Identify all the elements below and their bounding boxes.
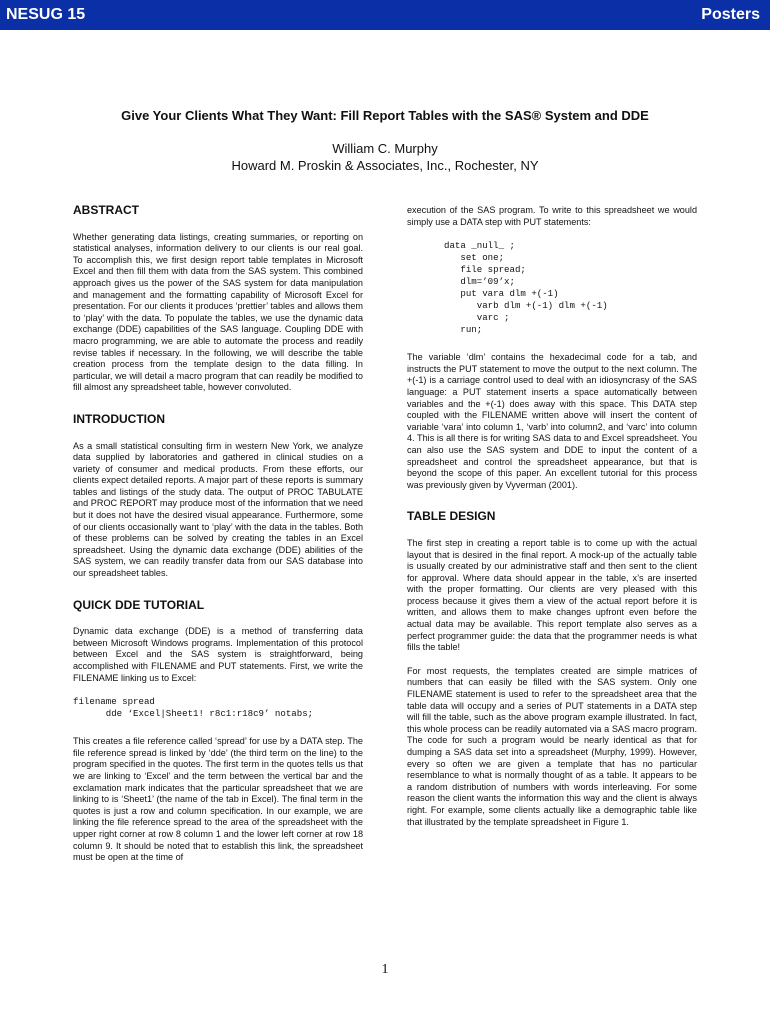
paper-title: Give Your Clients What They Want: Fill Report Tables with the SAS® System and DDE	[121, 108, 649, 123]
filename-code-block: filename spread dde ‘Excel|Sheet1! r8c1:r18c9’ notabs;	[73, 696, 314, 720]
abstract-paragraph: Whether generating data listings, creating summaries, or reporting on statistical analyses, information delivery to our clients is our real goal. To accomplish this, we first design report table templates in Microsoft Excel and then fill them with data from the SAS system. This combined approach gives us the power of the SAS system for data manipulation and management and the formatting capability of Microsoft Excel for presentation. For our clients it produces ‘prettier’ tables and allows them to ‘play’ with the data. To populate the tables, we use the dynamic data exchange (DDE) capabilities of the SAS language. Coupling DDE with macro programming, we are able to automate the process and readily revise tables if necessary. In the following, we will describe the table creation process from the template design to the data filling. In particular, we will detail a macro program that can readily be modified to fill almost any spreadsheet table, however convoluted.	[73, 231, 363, 393]
author-name: William C. Murphy	[332, 141, 438, 156]
conference-name: NESUG 15	[6, 6, 86, 23]
tutorial-paragraph-2: This creates a file reference called ‘spread’ for use by a DATA step. The file reference spread is linked by ‘dde’ (the third term on the line) to the program specified in the quotes. The first term in the quotes tells us that we are linking to ‘Excel’ and the term between the vertical bar and the exclamation mark indicates that the particular spreadsheet that we are linking to is ‘Sheet1’ (the name of the tab in Excel). The final term in the quotes is just a row and column specification. In our example, we are linking the file reference spread to the area of the spreadsheet with the upper right corner at row 8 column 1 and the lower left corner at row 18 column 9. It should be noted that to establish this link, the spreadsheet must be open at the time of	[73, 736, 363, 863]
section-name: Posters	[701, 6, 760, 23]
conference-banner	[0, 0, 770, 30]
data-step-code-block: data _null_ ; set one; file spread; dlm=’09’x; put vara dlm +(-1) varb dlm +(-1) dlm +(-1) varc ; run;	[444, 240, 608, 336]
tutorial-paragraph-1: Dynamic data exchange (DDE) is a method of transferring data between Microsoft Windows programs. Implementation of this protocol between Excel and the SAS system is straightforward, being accomplished with FILENAME and PUT statements. First, we write the FILENAME linking us to Excel:	[73, 626, 363, 683]
abstract-heading: ABSTRACT	[73, 203, 139, 217]
table-design-heading: TABLE DESIGN	[407, 509, 496, 524]
dlm-explanation-paragraph: The variable ‘dlm’ contains the hexadecimal code for a tab, and instructs the PUT statement to move the output to the next column. The +(-1) is a carriage control used to deal with an idiosyncrasy of the SAS language: a PUT statement inserts a space automatically between variables and the +(-1) does away with this space. This DATA step coupled with the FILENAME written above will insert the content of variable ‘vara’ into column 1, ‘varb’ into column2, and ‘varc’ into column 4. This is all there is for writing SAS data to and Excel spreadsheet. You can also use the SAS system and DDE to input the content of a spreadsheet and control the spreadsheet appearance, but that is beyond the scope of this paper. An excellent tutorial for this process was previously given by Vyverman (2001).	[407, 352, 697, 490]
author-affiliation: Howard M. Proskin & Associates, Inc., Rochester, NY	[231, 158, 539, 173]
tutorial-heading: QUICK DDE TUTORIAL	[73, 597, 205, 612]
right-column	[407, 205, 697, 840]
introduction-heading: INTRODUCTION	[73, 411, 165, 426]
introduction-paragraph: As a small statistical consulting firm in western New York, we analyze data supplied by laboratories and gathered in clinical studies on a variety of consumer and medical products. From these efforts, our clients expect detailed reports. A major part of these reports is summary tables and listings of the study data. The output of PROC TABULATE and PROC REPORT may produce most of the information that we need but it does not have the desired visual appearance. Furthermore, some of our clients occasionally want to ‘play’ with the data in the tables. Both of these problems can be solved by creating the tables in an Excel spreadsheet. Using the dynamic data exchange (DDE) abilities of the SAS system, we can readily transfer data from our SAS database into our spreadsheet tables.	[73, 440, 363, 579]
page-number: 1	[381, 962, 389, 977]
table-design-paragraph-2: For most requests, the templates created are simple matrices of numbers that can easily be filled with the SAS system. Only one FILENAME statement is used to refer to the spreadsheet area that the table data will occupy and a series of PUT statements in a DATA step will fill the table, such as the above program example illustrated. In fact, this whole process can be readily automated via a SAS macro program. The code for such a program would be nearly identical as that for dumping a SAS data set into a spreadsheet (Murphy, 1999). However, every so often we are given a template that has no particular resemblance to what is normally thought of as a table. It appears to be a random distribution of numbers with words interleaving. For some reason the client wants the information this way and the client is always right. For example, some clients actually like a demographic table like that illustrated by the template spreadsheet in Figure 1.	[407, 665, 697, 827]
left-column	[73, 205, 363, 876]
tutorial-continued-paragraph: execution of the SAS program. To write to this spreadsheet we would simply use a DATA step with PUT statements:	[407, 205, 697, 227]
table-design-paragraph-1: The first step in creating a report table is to come up with the actual layout that is desired in the final report. A mock-up of the actually table is usually created by our administrative staff and then sent to the client for approval. Where data should appear in the table, x’s are inserted with the proper formatting. Our clients are very pleased with this process because it gives them a view of the actual report before it is written, and allows them to make changes upfront even before the actual data may be available. This report template also serves as a perfect programmer guide: the data that the programmer needs is what fills the table!	[407, 537, 697, 653]
